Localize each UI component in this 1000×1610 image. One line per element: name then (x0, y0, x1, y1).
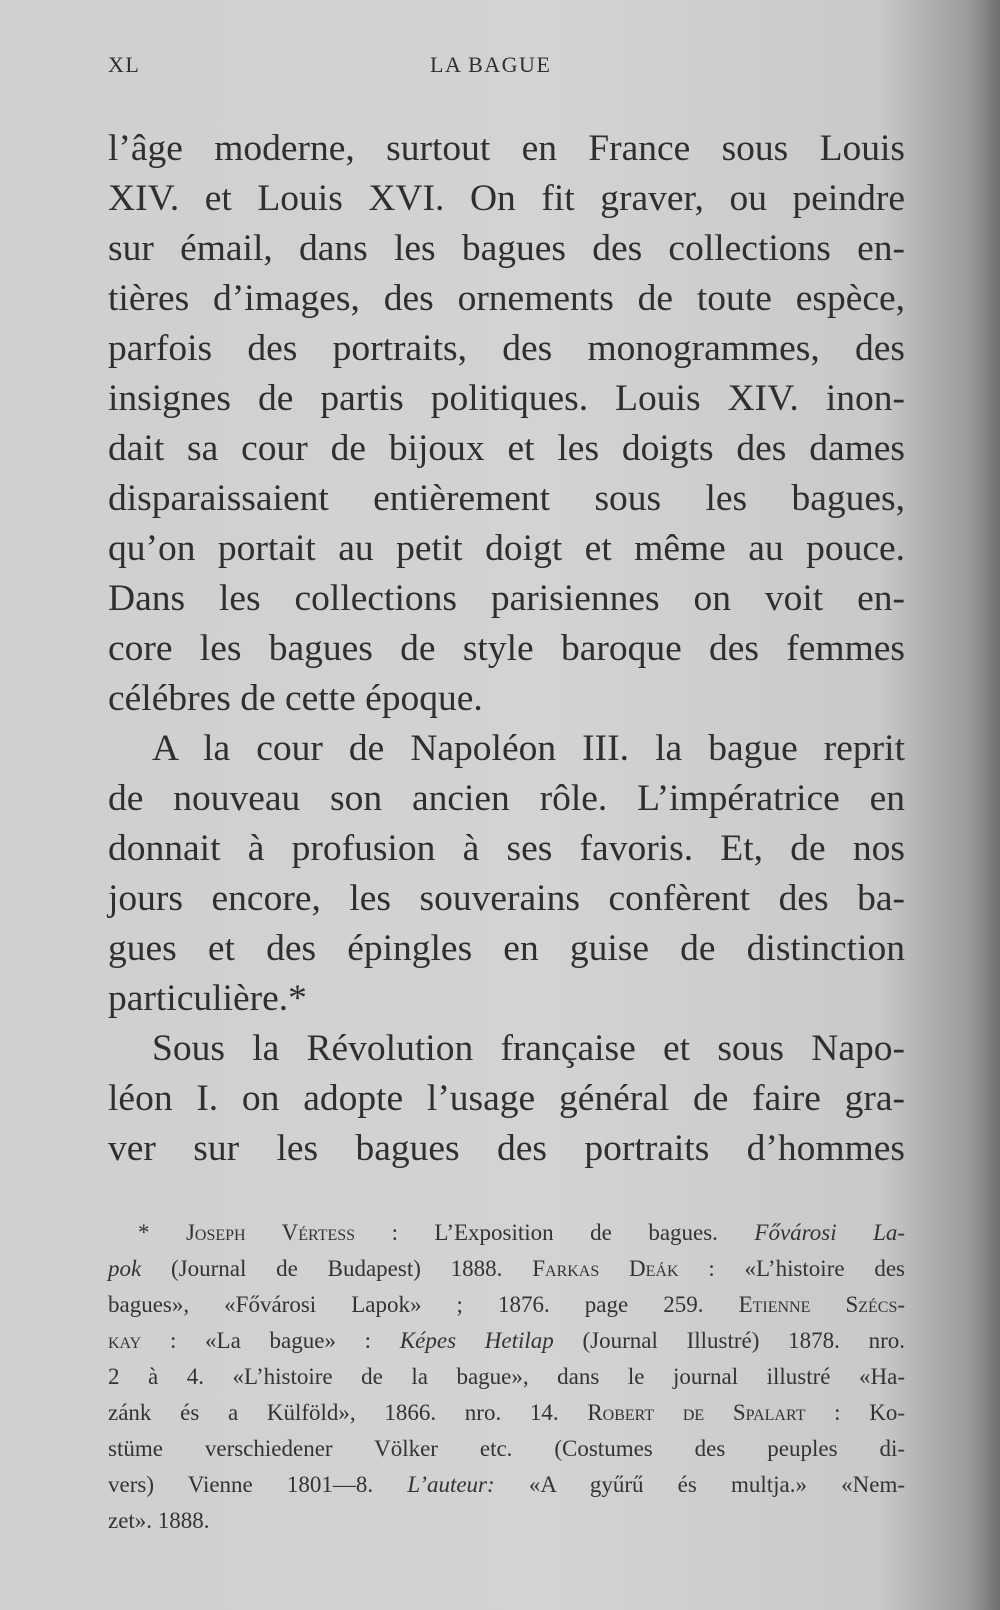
footnote-text: bagues», «Fővárosi Lapok» ; 1876. page 259. (108, 1292, 704, 1317)
body-line: particulière.* (108, 978, 307, 1019)
footnote (108, 1215, 905, 1539)
footnote-line (108, 1215, 905, 1251)
body-line: célébres de cette époque. (108, 678, 483, 719)
footnote-title: pok (108, 1256, 142, 1281)
body-line: sur émail, dans les bagues des collections en- (108, 228, 905, 269)
body-line: tières d’images, des ornements de toute espèce, (108, 278, 905, 319)
page-number: XL (108, 52, 141, 77)
body-line: dait sa cour de bijoux et les doigts des dames (108, 428, 905, 469)
running-title: LA BAGUE (430, 52, 552, 77)
footnote-author: Etienne Szécs- (738, 1292, 906, 1317)
body-text (108, 124, 905, 1174)
footnote-text: zánk és a Külföld», 1866. nro. 14. (108, 1400, 559, 1425)
footnote-line (108, 1467, 905, 1503)
footnote-author: kay (108, 1328, 142, 1353)
footnote-line: zet». 1888. (108, 1508, 210, 1533)
footnote-line (108, 1287, 905, 1323)
body-line: jours encore, les souverains confèrent des ba- (108, 878, 905, 919)
footnote-line (108, 1395, 905, 1431)
body-line: Dans les collections parisiennes on voit en- (108, 578, 905, 619)
body-line: léon I. on adopte l’usage général de faire gra- (108, 1078, 905, 1119)
body-line: ver sur les bagues des portraits d’hommes (108, 1128, 905, 1169)
footnote-text: : «La bague» : (169, 1328, 372, 1353)
page-header (108, 52, 908, 82)
footnote-line: 2 à 4. «L’histoire de la bague», dans le journal illustré «Ha- (108, 1364, 905, 1389)
body-line: A la cour de Napoléon III. la bague reprit (152, 728, 905, 769)
footnote-title: L’auteur: (407, 1472, 495, 1497)
body-line: insignes de partis politiques. Louis XIV. inon- (108, 378, 905, 419)
footnote-marker: * (138, 1220, 150, 1245)
footnote-text: «A gyűrű és multja.» «Nem- (528, 1472, 906, 1497)
footnote-author: Robert de Spalart (587, 1400, 806, 1425)
body-line: gues et des épingles en guise de distinction (108, 928, 905, 969)
footnote-text: : Ko- (834, 1400, 906, 1425)
body-line: parfois des portraits, des monogrammes, des (108, 328, 905, 369)
body-line: XIV. et Louis XVI. On fit graver, ou peindre (108, 178, 905, 219)
footnote-text: : «L’histoire des (708, 1256, 906, 1281)
footnote-line: stüme verschiedener Völker etc. (Costumes des peuples di- (108, 1436, 905, 1461)
body-line: l’âge moderne, surtout en France sous Louis (108, 128, 905, 169)
footnote-author: Joseph Vértess (185, 1220, 356, 1245)
footnote-title: Képes Hetilap (399, 1328, 554, 1353)
footnote-author: Farkas Deák (532, 1256, 679, 1281)
footnote-text: (Journal Illustré) 1878. nro. (582, 1328, 906, 1353)
body-line: disparaissaient entièrement sous les bagues, (108, 478, 905, 519)
footnote-text: vers) Vienne 1801—8. (108, 1472, 374, 1497)
body-line: Sous la Révolution française et sous Napo- (152, 1028, 905, 1069)
footnote-title: Fővárosi La- (754, 1220, 906, 1245)
footnote-line (108, 1251, 905, 1287)
footnote-text: : L’Exposition de bagues. (391, 1220, 718, 1245)
footnote-line (108, 1323, 905, 1359)
body-line: qu’on portait au petit doigt et même au pouce. (108, 528, 905, 569)
body-line: de nouveau son ancien rôle. L’impératrice en (108, 778, 905, 819)
body-line: donnait à profusion à ses favoris. Et, de nos (108, 828, 905, 869)
footnote-text: (Journal de Budapest) 1888. (171, 1256, 503, 1281)
body-line: core les bagues de style baroque des femmes (108, 628, 905, 669)
